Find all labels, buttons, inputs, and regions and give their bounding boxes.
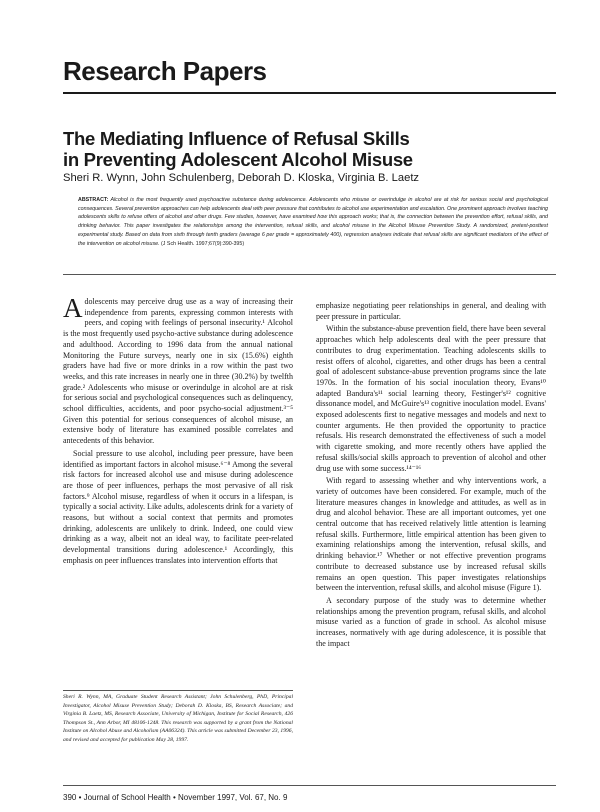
section-heading: Research Papers [63, 56, 267, 86]
body-column-right [316, 301, 546, 650]
body-paragraph: A secondary purpose of the study was to determine whether relationships among the prevention program, refusal skills, and alcohol misuse varied as a function of grade in school. As alcohol misuse increases, normatively with age during adolescence, it is possible that the impact [316, 595, 546, 648]
article-title-line-1: The Mediating Influence of Refusal Skills [63, 128, 410, 149]
article-title [63, 128, 543, 170]
author-affiliation-footnote: Sheri R. Wynn, MA, Graduate Student Research Assistant; John Schulenberg, PhD, Principal Investigator, Alcohol Misuse Prevention Study; Deborah D. Kloska, BS, Research Associate; and Virginia B. Laetz, MS, Research Associate, University of Michigan, Institute for Social Research, 426 Thompson St., Ann Arbor, MI 48106-1248. This research was supported by a grant from the National Institute on Alcohol Abuse and Alcoholism (AA06324). This article was submitted December 23, 1996, and revised and accepted for publication May 28, 1997. [63, 694, 293, 743]
body-column-left [63, 293, 293, 567]
author-list: Sheri R. Wynn, John Schulenberg, Deborah D. Kloska, Virginia B. Laetz [63, 172, 420, 184]
body-paragraph [63, 293, 293, 447]
body-paragraph: Within the substance-abuse prevention field, there have been several approaches which help adolescents deal with the peer pressure that contributes to drug experimentation. Teaching adolescents skills to resist offers of alcohol, cigarettes, and other drugs has been a central goal of adolescent substance-abuse prevention programs since the late 1970s. In the formation of his social inoculation theory, Evans¹⁰ adapted Bandura's¹¹ social learning theory, Festinger's¹² cognitive dissonance model, and McGuire's¹³ cognitive inoculation model. Evans' exposed adolescents first to negative messages and models and next to counter arguments. He then provided the opportunity to practice refusals. His research demonstrated the effectiveness of such a model with cigarette smoking, and more recently others have applied the refusal skills/social skills approach to prevention of alcohol and other drug use with some success.¹⁴⁻¹⁶ [316, 324, 546, 473]
body-paragraph: With regard to assessing whether and why interventions work, a variety of outcomes have been considered. For example, much of the literature measures changes in knowledge and attitudes, as well as in drug and alcohol behavior. These are all important outcomes, yet one central outcome that has received relatively little attention is learning refusal skills. Furthermore, little empirical attention has been given to examining relationships among the intervention, refusal skills, and drinking behavior.¹⁷ Whether or not effective prevention programs contribute to decreased substance use by increased refusal skills remains an open question. This paper investigates relationships between the intervention, refusal skills, and alcohol misuse (Figure 1). [316, 476, 546, 593]
abstract-text: Alcohol is the most frequently used psychoactive substance during adolescence. Adolescents who misuse or overindulge in alcohol are at risk for serious social and psychological consequences. Several prevention approaches can help adolescents deal with peer pressure that contributes to alcohol use experimentation and escalation. One prominent approach involves teaching adolescents skills to refuse offers of alcohol and other drugs. Few studies, however, have examined how this approach works; that is, the connection between the prevention effort, refusal skills, and drinking behavior. This paper investigates the relationships among the intervention, refusal skills, and alcohol misuse in the Alcohol Misuse Prevention Study. A randomized, pretest-posttest experimental study. Based on data from sixth through tenth graders (average 6 per grade = approximately 400), regression analyses indicate that refusal skills are significant mediators of the effect of the intervention on alcohol misuse. [78, 197, 549, 247]
article-title-line-2: in Preventing Adolescent Alcohol Misuse [63, 149, 413, 170]
abstract-label: ABSTRACT: [78, 197, 109, 203]
body-paragraph-text: dolescents may perceive drug use as a way of increasing their independence from parents, expressing common interests with peers, and coping with feelings of personal insecurity.¹ Alcohol is the most frequently used psycho-active substance during adolescence and adulthood. According to 1996 data from the annual national Monitoring the Future surveys, nearly one in six (15.6%) eighth graders have had five or more drinks in a row within the past two weeks, and this rate increases in nearly one in three (30.2%) by twelfth grade.² Adolescents who misuse or overindulge in alcohol are at risk for serious social and psychological consequences such as delinquency, school difficulties, accidents, and poor psycho-social adjustment.³⁻⁵ Given this potential for serious consequences of alcohol misuse, an extensive body of literature has examined possible correlates and antecedents of this behavior. [63, 297, 293, 446]
page-footer: 390 • Journal of School Health • November 1997, Vol. 67, No. 9 [63, 793, 288, 802]
footnote-divider [63, 690, 293, 691]
body-paragraph: emphasize negotiating peer relationships in general, and dealing with peer pressure in particular. [316, 301, 546, 321]
abstract-divider [63, 274, 556, 275]
drop-cap: A [63, 293, 83, 323]
body-paragraph: Social pressure to use alcohol, including peer pressure, have been identified as important factors in alcohol misuse.⁶⁻⁸ Among the several risk factors for increased alcohol use and misuse during adolescence are those of peer influences, perhaps the most pervasive of all risk factors.⁹ Alcohol misuse, regardless of when it occurs in a lifespan, is typically a social activity. Like adults, adolescents drink for a variety of reasons, but without a social context that permits and promotes drinking, adolescents are unlikely to drink. Indeed, one could view drinking as a way, albeit not an ideal way, to facilitate peer-related developmental transitions during adolescence.¹ Accordingly, this emphasis on peer influences translates into intervention efforts that [63, 448, 293, 565]
section-divider [63, 92, 556, 94]
footer-divider [63, 785, 556, 786]
abstract-citation: (J Sch Health. 1997;67(9):390-395) [161, 240, 245, 247]
abstract [78, 196, 548, 248]
